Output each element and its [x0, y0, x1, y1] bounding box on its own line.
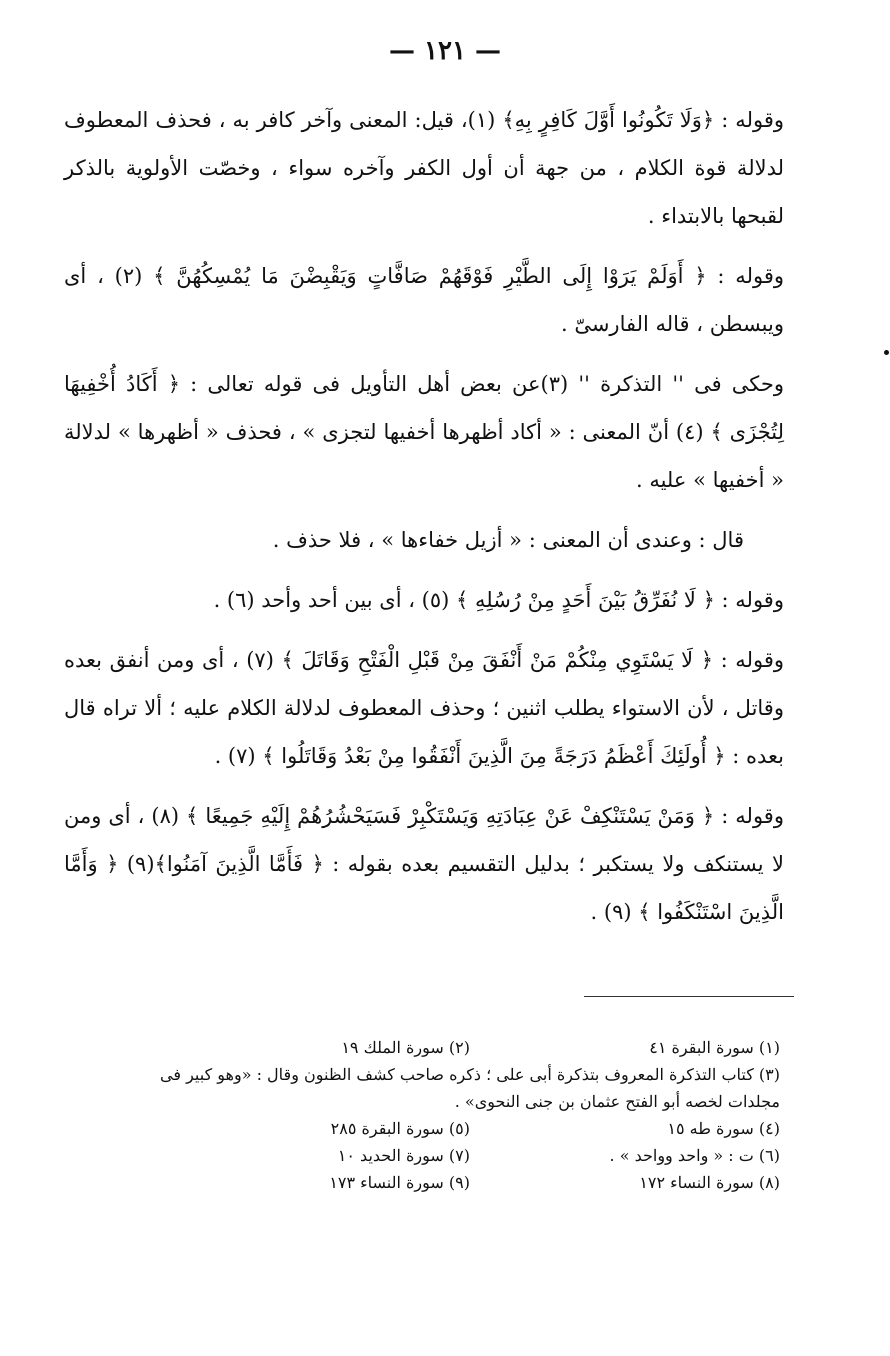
paragraph: وقوله : ﴿ وَمَنْ يَسْتَنْكِفْ عَنْ عِبَادَتِهِ وَيَسْتَكْبِرْ فَسَيَحْشُرُهُمْ إِلَيْهِ جَمِيعًا ﴾ (٨) ، أى ومن لا يستنكف ولا يستكبر ؛ بدليل التقسيم بعده بقوله : ﴿ فَأَمَّا الَّذِينَ آمَنُوا﴾(٩) ﴿ وَأَمَّا الَّذِينَ اسْتَنْكَفُوا ﴾ (٩) . — [64, 804, 784, 924]
footnote-6: (٦) ت : « واحد وواحد » . — [609, 1146, 780, 1165]
footnotes — [160, 1034, 780, 1196]
footnote-9: (٩) سورة النساء ١٧٣ — [329, 1173, 470, 1192]
footnote-7: (٧) سورة الحديد ١٠ — [337, 1146, 470, 1165]
footnote-2: (٢) سورة الملك ١٩ — [341, 1038, 470, 1057]
footnote-4: (٤) سورة طه ١٥ — [667, 1119, 780, 1138]
main-text — [64, 96, 784, 948]
footnote-3: (٣) كتاب التذكرة المعروف بتذكرة أبى على ؛ ذكره صاحب كشف الظنون وقال : «وهو كبير فى مجلدات لخصه أبو الفتح عثمان بن جنى النحوى» . — [160, 1065, 780, 1111]
margin-dot — [884, 350, 889, 355]
page-number: — ١٢١ — — [388, 36, 502, 66]
paragraph: وحكى فى '' التذكرة '' (٣)عن بعض أهل التأويل فى قوله تعالى : ﴿ أَكَادُ أُخْفِيهَا لِتُجْزَى ﴾ (٤) أنّ المعنى : « أكاد أظهرها أخفيها لتجزى » ، فحذف « أظهرها » لدلالة « أخفيها » عليه . — [64, 372, 785, 492]
paragraph: وقوله : ﴿وَلَا تَكُونُوا أَوَّلَ كَافِرٍ بِهِ﴾ (١)، قيل: المعنى وآخر كافر به ، فحذف المعطوف لدلالة قوة الكلام ، من جهة أن أول الكفر وآخره سواء ، وخصّت الأولوية بالذكر لقبحها بالابتداء . — [64, 108, 784, 228]
footnote-1: (١) سورة البقرة ٤١ — [649, 1038, 780, 1057]
footnote-separator — [584, 996, 794, 997]
paragraph: وقوله : ﴿ لَا نُفَرِّقُ بَيْنَ أَحَدٍ مِنْ رُسُلِهِ ﴾ (٥) ، أى بين أحد وأحد (٦) . — [213, 588, 784, 612]
footnote-row — [160, 1115, 780, 1142]
footnote-8: (٨) سورة النساء ١٧٢ — [639, 1173, 780, 1192]
footnote-row — [160, 1169, 780, 1196]
paragraph: وقوله : ﴿ لَا يَسْتَوِي مِنْكُمْ مَنْ أَنْفَقَ مِنْ قَبْلِ الْفَتْحِ وَقَاتَلَ ﴾ (٧) ، أى ومن أنفق بعده وقاتل ، لأن الاستواء يطلب اثنين ؛ وحذف المعطوف لدلالة الكلام عليه ؛ ألا تراه قال بعده : ﴿ أُولَئِكَ أَعْظَمُ دَرَجَةً مِنَ الَّذِينَ أَنْفَقُوا مِنْ بَعْدُ وَقَاتَلُوا ﴾ (٧) . — [64, 648, 784, 768]
footnote-5: (٥) سورة البقرة ٢٨٥ — [330, 1119, 470, 1138]
paragraph: قال : وعندى أن المعنى : « أزيل خفاءها » ، فلا حذف . — [272, 528, 744, 552]
paragraph: وقوله : ﴿ أَوَلَمْ يَرَوْا إِلَى الطَّيْرِ فَوْقَهُمْ صَافَّاتٍ وَيَقْبِضْنَ مَا يُمْسِكُهُنَّ ﴾ (٢) ، أى ويبسطن ، قاله الفارسىّ . — [64, 264, 784, 336]
footnote-row — [160, 1142, 780, 1169]
footnote-row — [160, 1034, 780, 1061]
